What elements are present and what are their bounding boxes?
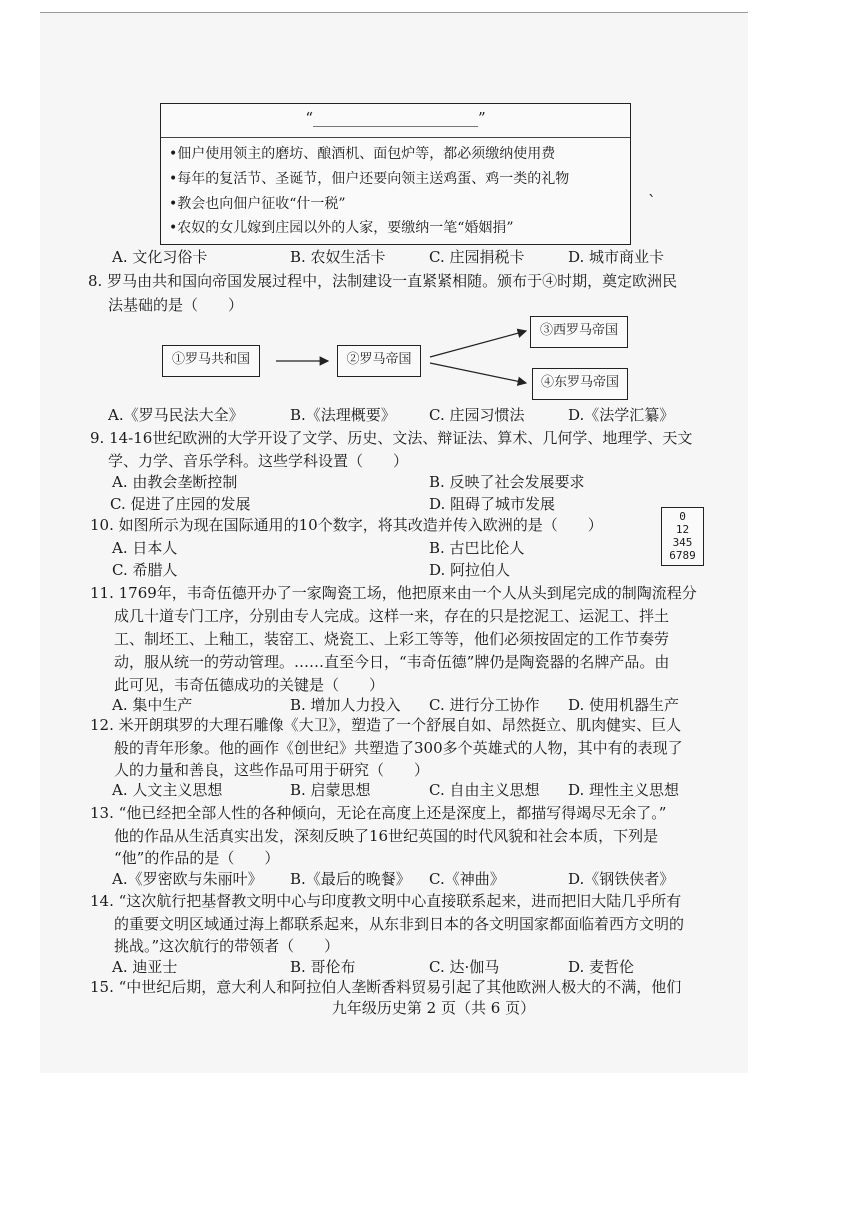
q10-option-a[interactable]: A. 日本人 — [112, 539, 178, 557]
q7-card-item: •农奴的女儿嫁到庄园以外的人家，要缴纳一笔“婚姻捐” — [169, 220, 514, 236]
q14-option-c[interactable]: C. 达·伽马 — [429, 958, 500, 976]
arrow-empire-to-west — [430, 331, 526, 357]
q7-card-title: “______________________” — [305, 109, 486, 127]
q9-stem: 学、力学、音乐学科。这些学科设置（ ） — [108, 452, 409, 470]
diagram-node-roman-republic: ①罗马共和国 — [162, 345, 260, 377]
q10-option-b[interactable]: B. 古巴比伦人 — [429, 539, 525, 557]
q14-stem: 的重要文明区域通过海上都联系起来，从东非到日本的各文明国家都面临着西方文明的 — [114, 915, 685, 933]
q13-option-c[interactable]: C.《神曲》 — [429, 870, 505, 888]
q8-stem: 8. 罗马由共和国向帝国发展过程中，法制建设一直紧紧相随。颁布于④时期，奠定欧洲民 — [88, 272, 678, 290]
q13-option-a[interactable]: A.《罗密欧与朱丽叶》 — [112, 870, 263, 888]
q11-stem: 此可见，韦奇伍德成功的关键是（ ） — [114, 676, 385, 694]
q12-option-d[interactable]: D. 理性主义思想 — [568, 781, 680, 799]
q12-option-c[interactable]: C. 自由主义思想 — [429, 781, 540, 799]
q7-card-item: •佃户使用领主的磨坊、酿酒机、面包炉等，都必须缴纳使用费 — [169, 146, 556, 162]
q11-option-b[interactable]: B. 增加人力投入 — [290, 696, 401, 714]
q12-option-b[interactable]: B. 启蒙思想 — [290, 781, 371, 799]
q9-stem: 9. 14-16世纪欧洲的大学开设了文学、历史、文法、辩证法、算术、几何学、地理学、天文 — [90, 429, 693, 447]
q11-option-a[interactable]: A. 集中生产 — [112, 696, 193, 714]
q11-stem: 工、制坯工、上釉工，装窑工、烧瓷工、上彩工等等，他们必须按固定的工作节奏劳 — [114, 630, 670, 648]
diagram-node-eastern-roman-empire: ④东罗马帝国 — [532, 368, 628, 400]
q14-option-d[interactable]: D. 麦哲伦 — [568, 958, 635, 976]
q10-option-c[interactable]: C. 希腊人 — [112, 561, 178, 579]
q8-option-a[interactable]: A.《罗马民法大全》 — [108, 406, 244, 424]
q12-stem: 般的青年形象。他的画作《创世纪》共塑造了300多个英雄式的人物，其中有的表现了 — [114, 739, 683, 757]
q7-card-item: •每年的复活节、圣诞节，佃户还要向领主送鸡蛋、鸡一类的礼物 — [169, 171, 570, 187]
digits-row: 6789 — [669, 549, 696, 562]
page-footer: 九年级历史第 2 页（共 6 页） — [331, 999, 536, 1017]
q9-option-d[interactable]: D. 阻碍了城市发展 — [429, 495, 556, 513]
q12-stem: 人的力量和善良，这些作品可用于研究（ ） — [114, 761, 430, 779]
q12-stem: 12. 米开朗琪罗的大理石雕像《大卫》，塑造了一个舒展自如、昂然挺立、肌肉健实、巨人 — [90, 716, 682, 734]
q9-option-b[interactable]: B. 反映了社会发展要求 — [429, 473, 585, 491]
q9-option-c[interactable]: C. 促进了庄园的发展 — [110, 495, 251, 513]
q9-option-a[interactable]: A. 由教会垄断控制 — [112, 473, 238, 491]
digits-row: 12 — [675, 523, 690, 536]
q13-option-b[interactable]: B.《最后的晚餐》 — [290, 870, 411, 888]
q11-stem: 动，服从统一的劳动管理。……直至今日，“韦奇伍德”牌仍是陶瓷器的名牌产品。由 — [114, 653, 670, 671]
q12-option-a[interactable]: A. 人文主义思想 — [112, 781, 223, 799]
arrow-empire-to-east — [430, 363, 526, 383]
q13-stem: 他的作品从生活真实出发，深刻反映了16世纪英国的时代风貌和社会本质，下列是 — [114, 827, 659, 845]
q10-digits-figure — [661, 507, 704, 566]
q13-option-d[interactable]: D.《钢铁侠者》 — [568, 870, 675, 888]
q13-stem: “他”的作品的是（ ） — [114, 849, 280, 867]
diagram-node-western-roman-empire: ③西罗马帝国 — [530, 316, 628, 348]
q8-option-d[interactable]: D.《法学汇纂》 — [568, 406, 675, 424]
q10-option-d[interactable]: D. 阿拉伯人 — [429, 561, 511, 579]
q7-option-b[interactable]: B. 农奴生活卡 — [290, 248, 386, 266]
q14-stem: 14. “这次航行把基督教文明中心与印度教文明中心直接联系起来，进而把旧大陆几乎所有 — [90, 892, 682, 910]
diagram-node-roman-empire: ②罗马帝国 — [337, 345, 421, 377]
q11-option-d[interactable]: D. 使用机器生产 — [568, 696, 680, 714]
q11-stem: 成几十道专门工序，分别由专人完成。这样一来，存在的只是挖泥工、运泥工、拌土 — [114, 607, 670, 625]
q8-option-c[interactable]: C. 庄园习惯法 — [429, 406, 525, 424]
q11-option-c[interactable]: C. 进行分工协作 — [429, 696, 540, 714]
q14-option-b[interactable]: B. 哥伦布 — [290, 958, 356, 976]
digits-row: 345 — [672, 536, 693, 549]
q7-option-a[interactable]: A. 文化习俗卡 — [112, 248, 208, 266]
q14-option-a[interactable]: A. 迪亚士 — [112, 958, 178, 976]
q7-option-d[interactable]: D. 城市商业卡 — [568, 248, 665, 266]
q13-stem: 13. “他已经把全部人性的各种倾向，无论在高度上还是深度上，都描写得竭尽无余了。” — [90, 804, 667, 822]
q8-stem: 法基础的是（ ） — [108, 296, 244, 314]
q14-stem: 挑战。”这次航行的带领者（ ） — [114, 937, 340, 955]
q8-option-b[interactable]: B.《法理概要》 — [290, 406, 396, 424]
q15-stem: 15. “中世纪后期，意大利人和阿拉伯人垄断香料贸易引起了其他欧洲人极大的不满，他们 — [90, 978, 682, 996]
q10-stem: 10. 如图所示为现在国际通用的10个数字，将其改造并传入欧洲的是（ ） — [90, 516, 603, 534]
q11-stem: 11. 1769年，韦奇伍德开办了一家陶瓷工场，他把原来由一个人从头到尾完成的制陶流程分 — [90, 584, 697, 602]
q7-option-c[interactable]: C. 庄园捐税卡 — [429, 248, 525, 266]
digits-row: 0 — [679, 510, 686, 523]
q7-card-item: •教会也向佃户征收“什一税” — [169, 196, 346, 212]
stray-mark: ˋ — [648, 192, 656, 211]
